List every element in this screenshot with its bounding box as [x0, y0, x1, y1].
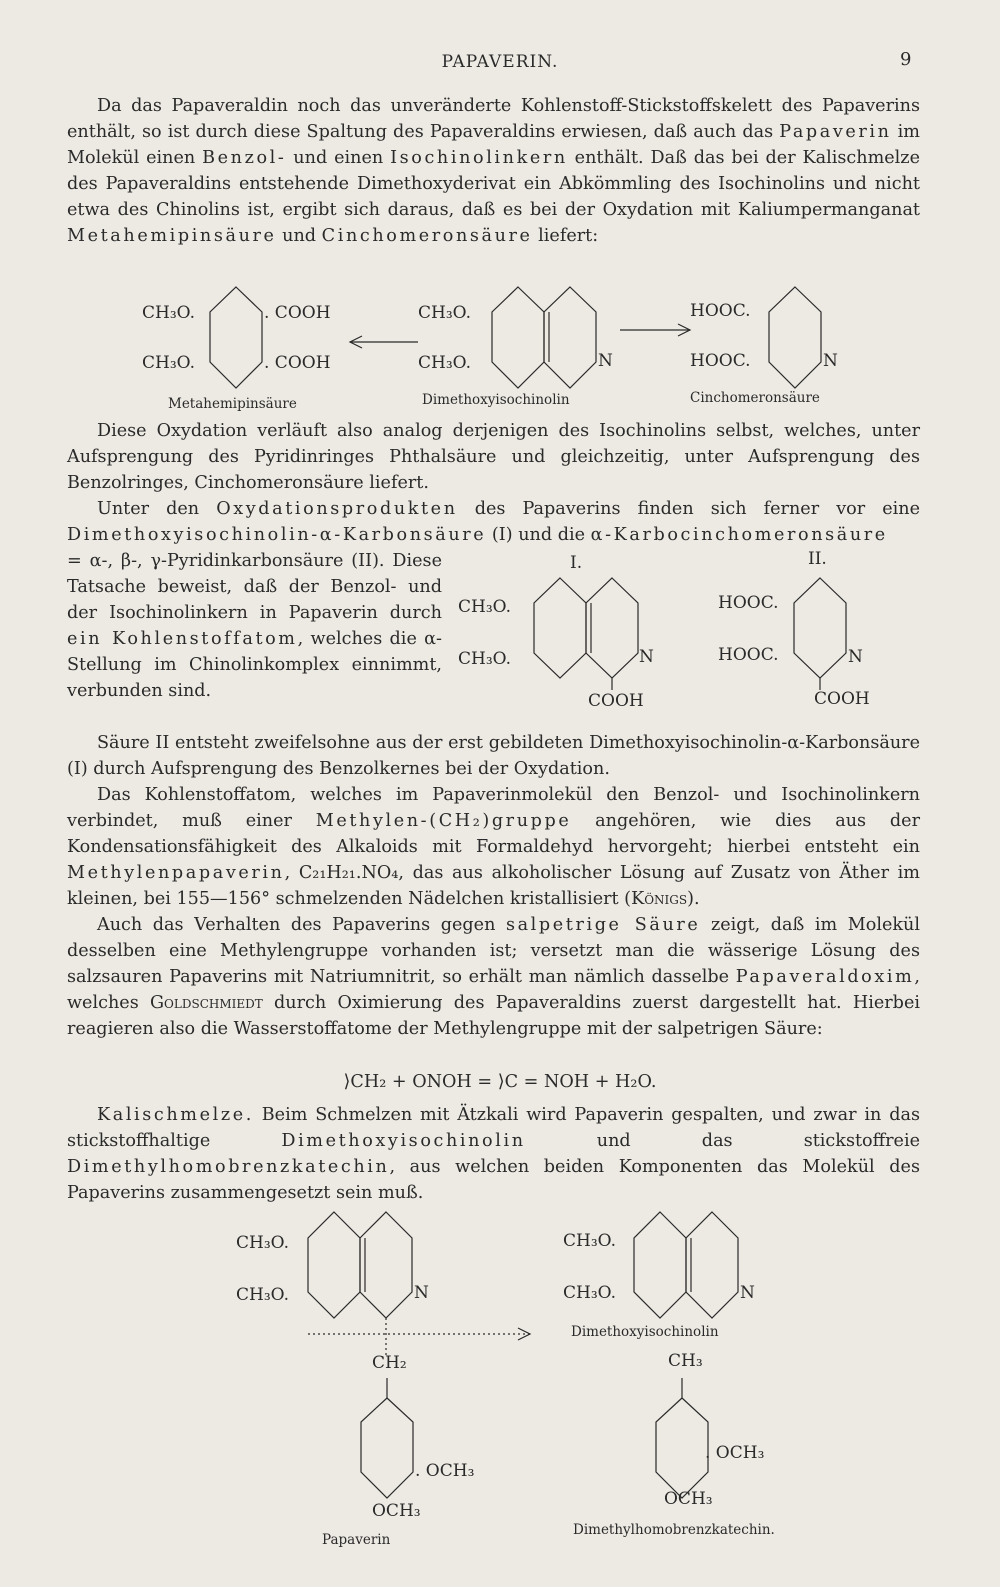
ch3o-label-7: CH₃O. — [236, 1233, 289, 1253]
isochinolin-product-benzene-ring — [634, 1212, 686, 1318]
caption-dimethoxyisochinolin: Dimethoxyisochinolin — [422, 392, 570, 408]
ch3o-label-1: CH₃O. — [142, 303, 195, 323]
n-label-1: N — [598, 351, 613, 371]
och3-bottom-label-1: OCH₃ — [372, 1501, 421, 1521]
nitrous-acid-equation: ⟩CH₂ + ONOH = ⟩C = NOH + H₂O. — [343, 1072, 657, 1092]
katechin-ring — [656, 1398, 708, 1498]
caption-dimethoxyisochinolin-2: Dimethoxyisochinolin — [571, 1324, 719, 1340]
ch3o-label-2: CH₃O. — [142, 353, 195, 373]
och3-side-label-1: . OCH₃ — [415, 1461, 475, 1481]
ch3o-label-8: CH₃O. — [236, 1285, 289, 1305]
isochinolin-product-pyridine-ring — [686, 1212, 738, 1318]
running-head: PAPAVERIN. — [441, 52, 559, 72]
ch3-label: CH₃ — [668, 1351, 703, 1371]
och3-side-label-2: . OCH₃ — [705, 1443, 765, 1463]
caption-cinchomeronsaeure: Cinchomeronsäure — [690, 390, 820, 406]
n-label-2: N — [823, 351, 838, 371]
n-label-4: N — [848, 647, 863, 667]
cooh-label-2: . COOH — [264, 353, 331, 373]
roman-ii: II. — [808, 549, 827, 569]
paragraph-1: Da das Papaveraldin noch das unveränderte Kohlenstoff-Stickstoffskelett des Papaverins enthält, so ist durch diese Spaltung des Papaveraldins erwiesen, daß auch das Papaverin im Molekül einen Benzol- und einen Isochinolinkern enthält. Daß das bei der Kalischmelze des Papaveraldins entstehende Dimethoxyderivat ein Abkömmling des Isochinolins und nicht etwa des Chinolins ist, ergibt sich daraus, daß es bei der Oxydation mit Kaliumpermanganat Metahemipinsäure und Cinchomeronsäure liefert: — [67, 96, 920, 246]
paragraph-6: Auch das Verhalten des Papaverins gegen salpetrige Säure zeigt, daß im Molekül desselben eine Methylengruppe vorhanden ist; versetzt man die wässerige Lösung des salzsauren Papaverins mit Natriumnitrit, so erhält man nämlich dasselbe Papaveraldoxim, welches Goldschmiedt durch Oximierung des Papaveraldins zuerst dargestellt hat. Hierbei reagieren also die Wasserstoffatome der Methylengruppe mit der salpetrigen Säure: — [67, 915, 920, 1039]
paragraph-7: Kalischmelze. Beim Schmelzen mit Ätzkali wird Papaverin gespalten, und zwar in das stickstoffhaltige Dimethoxyisochinolin und das stickstoffreie Dimethylhomobrenzkatechin, aus welchen beiden Komponenten das Molekül des Papaverins zusammengesetzt sein muß. — [67, 1105, 920, 1203]
paragraph-5: Das Kohlenstoffatom, welches im Papaverinmolekül den Benzol- und Isochinolinkern verbindet, muß einer Methylen-(CH₂)gruppe angehören, wie dies aus der Kondensationsfähigkeit des Alkaloids mit Formaldehyd hervorgeht; hierbei entsteht ein Methylenpapaverin, C₂₁H₂₁.NO₄, das aus alkoholischer Lösung auf Zusatz von Äther im kleinen, bei 155—156° schmelzenden Nädelchen kristallisiert (Königs). — [67, 785, 920, 909]
caption-papaverin: Papaverin — [322, 1532, 391, 1548]
ch3o-label-10: CH₃O. — [563, 1283, 616, 1303]
roman-i: I. — [570, 553, 583, 573]
papaverin-pyridine-ring — [360, 1212, 412, 1318]
n-label-3: N — [639, 647, 654, 667]
ch3o-label-5: CH₃O. — [458, 597, 511, 617]
ch2-label: CH₂ — [372, 1353, 407, 1373]
cooh-label-3: COOH — [588, 691, 644, 711]
hooc-label-4: HOOC. — [718, 645, 779, 665]
hooc-label-3: HOOC. — [718, 593, 779, 613]
caption-metahemipinsaeure: Metahemipinsäure — [168, 396, 297, 412]
paragraph-3b: = α-, β-, γ-Pyridinkarbonsäure (II). Diese Tatsache beweist, daß der Benzol- und der Isochinolinkern in Papaverin durch ein Kohlenstoffatom, welches die α-Stellung im Chinolinkomplex einnimmt, verbunden sind. — [67, 551, 442, 701]
page-number: 9 — [900, 49, 912, 70]
ch3o-label-9: CH₃O. — [563, 1231, 616, 1251]
cooh-label-1: . COOH — [264, 303, 331, 323]
hooc-label-2: HOOC. — [690, 351, 751, 371]
paragraph-3a: Unter den Oxydationsprodukten des Papaverins finden sich ferner vor eine Dimethoxyisochinolin-α-Karbonsäure (I) und die α-Karbocinchomeronsäure — [67, 499, 920, 545]
n-label-5: N — [414, 1283, 429, 1303]
paragraph-4: Säure II entsteht zweifelsohne aus der erst gebildeten Dimethoxyisochinolin-α-Karbonsäure (I) durch Aufsprengung des Benzolkernes bei der Oxydation. — [67, 733, 920, 779]
ch3o-label-3: CH₃O. — [418, 303, 471, 323]
ch3o-label-4: CH₃O. — [418, 353, 471, 373]
papaverin-benzene-ring — [308, 1212, 360, 1318]
cooh-label-4: COOH — [814, 689, 870, 709]
hooc-label-1: HOOC. — [690, 301, 751, 321]
paragraph-2: Diese Oxydation verläuft also analog derjenigen des Isochinolins selbst, welches, unter Aufsprengung des Pyridinringes Phthalsäure und gleichzeitig, unter Aufsprengung des Benzolringes, Cinchomeronsäure liefert. — [67, 421, 920, 493]
caption-dimethylhomobrenzkatechin: Dimethylhomobrenzkatechin. — [573, 1522, 775, 1538]
ch3o-label-6: CH₃O. — [458, 649, 511, 669]
n-label-6: N — [740, 1283, 755, 1303]
papaverin-veratryl-ring — [361, 1398, 413, 1498]
och3-bottom-label-2: OCH₃ — [664, 1489, 713, 1509]
